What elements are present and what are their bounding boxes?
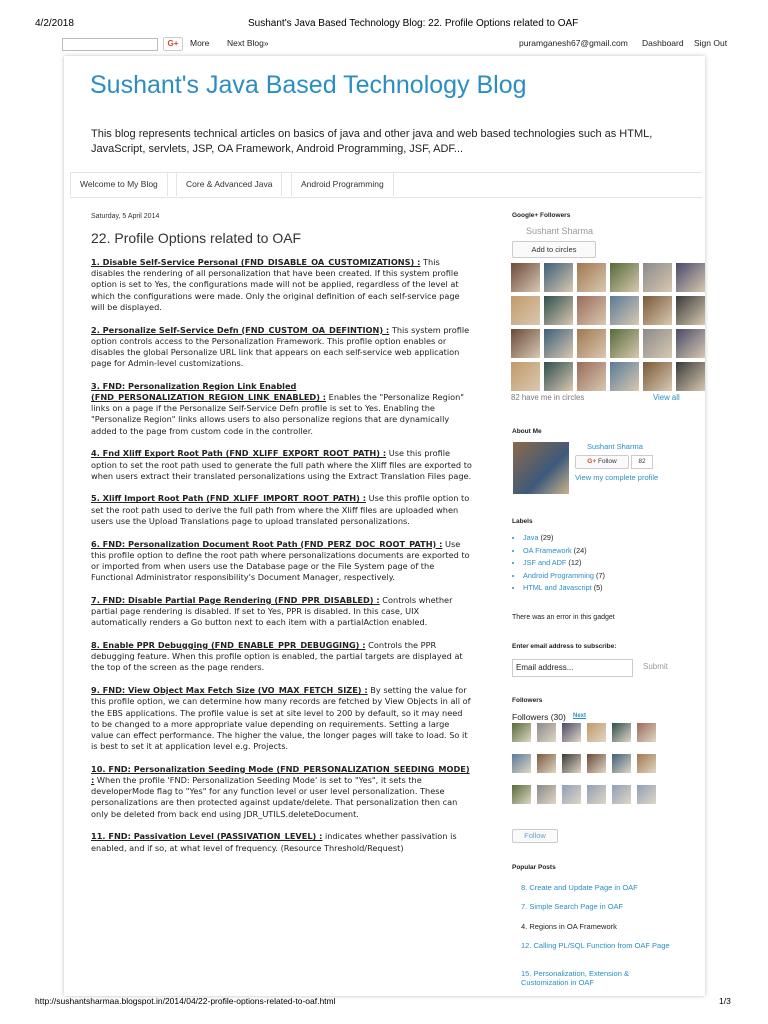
email-field[interactable]: Email address... — [512, 659, 633, 677]
gplus-follower-avatar[interactable] — [643, 362, 672, 391]
post-item-text: Use this profile option to define the root path where personalizations documents are exported to or imported from when users use the Database page or the File System page of the Functional Administrator responsibility's Document Manager, respectively. — [91, 538, 470, 583]
popular-post-1[interactable]: 8. Create and Update Page in OAF — [521, 883, 638, 892]
post-item — [91, 448, 473, 482]
gplus-follower-avatar[interactable] — [643, 263, 672, 292]
follower-avatar[interactable] — [537, 723, 556, 742]
post-item — [91, 381, 473, 437]
footer-page: 1/3 — [719, 996, 731, 1006]
follower-avatar[interactable] — [537, 754, 556, 773]
gplus-follower-avatar[interactable] — [544, 296, 573, 325]
navbar-dashboard[interactable]: Dashboard — [642, 38, 684, 48]
gplus-follower-avatar[interactable] — [643, 296, 672, 325]
blog-description: This blog represents technical articles on basics of java and other java and web based technologies such as HTML, JavaScript, servlets, JSP, OA Framework, Android Programming, JSF, ADF... — [91, 128, 653, 155]
post-item-text: This disables the rendering of all personalization that have been created. If this system profile option is set to Yes, the configurations made will not be applied, regardless of the level at which the configurations were made. Only the original definition of each self-service page will be displayed. — [91, 257, 460, 312]
circles-count: 82 have me in circles — [511, 393, 585, 402]
post-item-heading: 5. Xliff Import Root Path (FND_XLIFF_IMPORT_ROOT_PATH) : — [91, 493, 367, 504]
label-item[interactable]: • JSF and ADF (12) — [523, 557, 672, 570]
tab-core-java[interactable]: Core & Advanced Java — [176, 172, 282, 196]
post-title[interactable]: 22. Profile Options related to OAF — [91, 230, 302, 246]
follow-label: Follow — [597, 458, 617, 465]
post-item — [91, 685, 473, 752]
post-item-heading: 8. Enable PPR Debugging (FND_ENABLE_PPR_DEBUGGING) : — [91, 639, 366, 650]
gplus-followers-heading: Google+ Followers — [512, 212, 571, 219]
popular-post-3[interactable]: 4. Regions in OA Framework — [521, 922, 617, 931]
follower-avatar[interactable] — [587, 754, 606, 773]
post-item-text: By setting the value for this profile option, we can determine how many records are fetched by View Objects in all of the EBS applications. The profile value is set at site level to 200 by default, so it may need to be changed to a more appropriate value depending on requirements. Setting a large value can effect performance. The higher the value, the longer pages will take to load. So it is best to set it at application level e.g. Projects. — [91, 685, 471, 752]
follower-avatar[interactable] — [512, 785, 531, 804]
about-name-link[interactable]: Sushant Sharma — [587, 442, 643, 451]
follow-button[interactable] — [575, 455, 629, 469]
post-item-text: Use this profile option to set the root path used to derive the full path from where the Xliff files are uploaded when users use the Upload Translations page to upload translated personalizations. — [91, 493, 470, 526]
post-body — [91, 257, 473, 865]
gplus-follower-avatar[interactable] — [676, 329, 705, 358]
gplus-follower-avatar[interactable] — [544, 263, 573, 292]
post-item-text: Enables the "Personalize Region" links on a page if the Personalize Self-Service Defn profile is set to Yes. Enabling the "Personalize Region" links allows users to also personalize regions that are dynamically added to the page from custom code in the controller. — [91, 392, 465, 436]
gplus-follower-avatar[interactable] — [511, 329, 540, 358]
post-item — [91, 325, 473, 370]
gplus-follower-avatar[interactable] — [676, 263, 705, 292]
gplus-follower-avatar[interactable] — [511, 296, 540, 325]
gadget-error: There was an error in this gadget — [512, 614, 615, 621]
post-item-heading: 7. FND: Disable Partial Page Rendering (FND_PPR_DISABLED) : — [91, 594, 380, 605]
gplus-follower-avatar[interactable] — [511, 263, 540, 292]
label-item[interactable]: • OA Framework (24) — [523, 545, 672, 558]
labels-heading: Labels — [512, 518, 533, 525]
gplus-follower-avatar[interactable] — [610, 263, 639, 292]
post-item — [91, 493, 473, 527]
print-date: 4/2/2018 — [35, 18, 74, 29]
follower-avatar[interactable] — [562, 754, 581, 773]
post-item-heading: 1. Disable Self-Service Personal (FND_DISABLE_OA_CUSTOMIZATIONS) : — [91, 257, 421, 267]
gplus-name[interactable]: Sushant Sharma — [526, 226, 594, 236]
post-item-heading: 2. Personalize Self-Service Defn (FND_CUSTOM_OA_DEFINTION) : — [91, 324, 390, 335]
follower-avatar[interactable] — [562, 785, 581, 804]
post-item-text: When the profile 'FND: Personalization Seeding Mode' is set to "Yes", it sets the developerMode flag to "Yes" for any function level or user level personalization. These personalizations are then protected against update/delete. That personalization then can only be deleted from back end using JDR_UTILS.deleteDocument. — [91, 775, 458, 819]
followers-follow-button[interactable]: Follow — [512, 829, 558, 843]
blog-title[interactable]: Sushant's Java Based Technology Blog — [90, 71, 527, 99]
profile-photo[interactable] — [513, 442, 569, 494]
followers-count: Followers (30) — [512, 712, 566, 722]
followers-heading: Followers — [512, 697, 543, 704]
gplus-follower-avatar[interactable] — [610, 296, 639, 325]
follower-avatar[interactable] — [587, 785, 606, 804]
label-item[interactable]: • Android Programming (7) — [523, 570, 672, 583]
gplus-follower-avatar[interactable] — [676, 296, 705, 325]
post-item-text: indicates whether passivation is enabled, and if so, at what level of frequency. (Resource Threshold/Request) — [91, 831, 457, 853]
print-title: Sushant's Java Based Technology Blog: 22. Profile Options related to OAF — [248, 18, 579, 29]
submit-button[interactable]: Submit — [643, 662, 668, 671]
gplus-follower-avatar[interactable] — [676, 362, 705, 391]
post-date: Saturday, 5 April 2014 — [91, 213, 160, 220]
follower-avatar[interactable] — [612, 785, 631, 804]
follower-avatar[interactable] — [587, 723, 606, 742]
follower-avatar[interactable] — [512, 723, 531, 742]
subscribe-heading: Enter email address to subscribe: — [512, 643, 617, 650]
gplus-follower-avatar[interactable] — [610, 362, 639, 391]
follower-avatar[interactable] — [637, 785, 656, 804]
post-item-text: Controls the PPR debugging feature. When this profile option is enabled, the partial targets are displayed at the top of the screen as the page renders. — [91, 639, 463, 673]
post-item-heading: 4. Fnd Xliff Export Root Path (FND_XLIFF_EXPORT_ROOT_PATH) : — [91, 448, 387, 459]
gplus-follower-avatar[interactable] — [511, 362, 540, 391]
navbar-search-input[interactable] — [62, 38, 158, 51]
label-item[interactable]: • HTML and Javascript (5) — [523, 582, 672, 595]
tab-android[interactable]: Android Programming — [291, 172, 394, 196]
navbar-user-email: puramganesh67@gmail.com — [519, 38, 628, 48]
navbar-next-blog[interactable]: Next Blog» — [227, 38, 269, 48]
follower-avatar[interactable] — [537, 785, 556, 804]
navbar-more[interactable]: More — [190, 38, 210, 48]
gplus-follower-avatar[interactable] — [643, 329, 672, 358]
follower-avatar[interactable] — [612, 723, 631, 742]
gplus-avatar-grid — [511, 263, 686, 391]
post-item-heading: 6. FND: Personalization Document Root Path (FND_PERZ_DOC_ROOT_PATH) : — [91, 538, 443, 549]
post-item — [91, 539, 473, 584]
gplus-follower-avatar[interactable] — [544, 329, 573, 358]
post-item-text: Controls whether partial page rendering is disabled. If set to Yes, PPR is disabled. In this case, UIX automatically renders a Go button next to each item with a partialAction enabled. — [91, 594, 453, 628]
post-item-heading: 11. FND: Passivation Level (PASSIVATION_LEVEL) : — [91, 831, 323, 842]
follower-avatar[interactable] — [637, 754, 656, 773]
post-item — [91, 257, 473, 313]
follower-avatar[interactable] — [512, 754, 531, 773]
post-item-heading: 3. FND: Personalization Region Link Enabled (FND_PERSONALIZATION_REGION_LINK_ENABLED) : — [91, 380, 327, 403]
view-profile-link[interactable]: View my complete profile — [575, 473, 659, 482]
post-item — [91, 764, 473, 820]
gplus-icon: G+ — [587, 458, 597, 465]
post-item — [91, 831, 473, 853]
post-item-text: This system profile option controls access to the Personalization Framework. This profile option enables or disables the global Personalize URL link that appears on each self-service web application page for Admin-level customizations. — [91, 324, 470, 369]
gplus-follower-avatar[interactable] — [610, 329, 639, 358]
followers-next-link[interactable]: Next — [573, 713, 587, 719]
post-item-heading: 10. FND: Personalization Seeding Mode (FND_PERSONALIZATION_SEEDING_MODE) : — [91, 763, 470, 786]
gplus-follower-avatar[interactable] — [577, 296, 606, 325]
popular-heading: Popular Posts — [512, 864, 556, 871]
navbar-sign-out[interactable]: Sign Out — [694, 38, 728, 48]
follower-avatar[interactable] — [562, 723, 581, 742]
post-item — [91, 640, 473, 674]
tab-welcome[interactable]: Welcome to My Blog — [70, 172, 168, 196]
post-item-heading: 9. FND: View Object Max Fetch Size (VO_MAX_FETCH_SIZE) : — [91, 685, 368, 696]
gplus-follower-avatar[interactable] — [544, 362, 573, 391]
add-to-circles-button[interactable]: Add to circles — [512, 241, 596, 258]
gplus-follower-avatar[interactable] — [577, 362, 606, 391]
popular-post-2[interactable]: 7. Simple Search Page in OAF — [521, 902, 624, 911]
followers-grid — [512, 723, 664, 799]
popular-post-4[interactable]: 12. Calling PL/SQL Function from OAF Page — [521, 941, 670, 950]
labels-list — [512, 532, 672, 595]
footer-url: http://sushantsharmaa.blogspot.in/2014/04/22-profile-options-related-to-oaf.html — [35, 996, 336, 1006]
follower-avatar[interactable] — [612, 754, 631, 773]
post-item — [91, 595, 473, 629]
post-item-text: Use this profile option to set the root path used to generate the full path where the Xliff files are exported to when users extract their translated personalizations using the Extract Translation Files page. — [91, 448, 472, 481]
about-heading: About Me — [512, 428, 542, 435]
follow-count: 82 — [631, 455, 653, 469]
popular-post-5[interactable]: 15. Personalization, Extension & Customization in OAF — [521, 969, 629, 987]
gplus-follower-avatar[interactable] — [577, 263, 606, 292]
view-all-link[interactable]: View all — [653, 393, 680, 402]
follower-avatar[interactable] — [637, 723, 656, 742]
gplus-button[interactable]: G+ — [163, 37, 183, 51]
label-item[interactable]: • Java (29) — [523, 532, 672, 545]
gplus-follower-avatar[interactable] — [577, 329, 606, 358]
